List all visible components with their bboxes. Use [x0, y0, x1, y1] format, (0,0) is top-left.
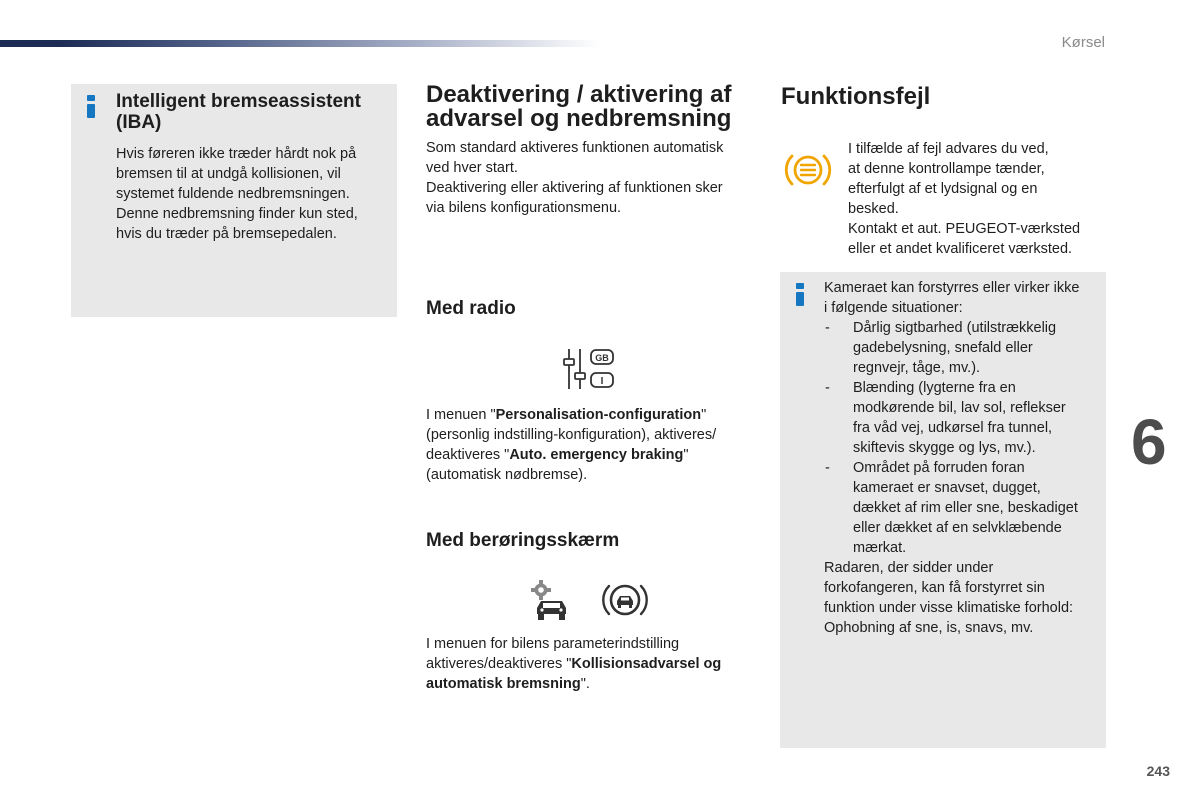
text-line: Deaktivering eller aktivering af funktionen sker: [426, 180, 723, 196]
deactivation-title: Deaktivering / aktivering af advarsel og nedbremsning: [426, 81, 732, 132]
text-line: Kameraet kan forstyrres eller virker ikke: [824, 280, 1080, 296]
text-fragment: deaktiveres ": [426, 447, 510, 463]
menu-name: Kollisionsadvarsel og: [571, 656, 722, 672]
malfunction-title: Funktionsfejl: [781, 83, 931, 110]
camera-text: [824, 278, 1102, 638]
touchscreen-text: [426, 634, 721, 694]
text-line: regnvejr, tåge, mv.).: [853, 360, 981, 376]
text-line: via bilens konfigurationsmenu.: [426, 200, 622, 216]
deactivation-text: [426, 138, 723, 218]
radio-text: [426, 405, 716, 485]
info-icon: [796, 283, 804, 306]
text-line: efterfulgt af et lydsignal og en: [848, 181, 1038, 197]
text-line: systemet fuldende nedbremsningen.: [116, 186, 350, 202]
text-line: Området på forruden foran: [853, 460, 1025, 476]
info-icon: [87, 95, 95, 118]
text-line: dækket af rim eller sne, beskadiget: [853, 500, 1078, 516]
menu-name: automatisk bremsning: [426, 676, 581, 692]
text-line: mærkat.: [853, 540, 907, 556]
text-line: modkørende bil, lav sol, reflekser: [853, 400, 1066, 416]
section-name: Kørsel: [1061, 34, 1105, 51]
malfunction-text: [848, 139, 1080, 259]
text-line: I tilfælde af fejl advares du ved,: [848, 141, 1049, 157]
text-fragment: ".: [580, 676, 590, 692]
text-line: forkofangeren, kan få forstyrret sin: [824, 580, 1045, 596]
touchscreen-heading: Med berøringsskærm: [426, 530, 620, 551]
badge-gb-text: GB: [595, 353, 609, 363]
iba-title: Intelligent bremseassistent (IBA): [116, 91, 361, 133]
text-line: Hvis føreren ikke træder hårdt nok på: [116, 146, 357, 162]
warning-lamp-icon: [784, 148, 832, 197]
text-line: Dårlig sigtbarhed (utilstrækkelig: [853, 320, 1057, 336]
header-gradient-bar: [0, 40, 600, 47]
badge-i-text: I: [600, 376, 604, 387]
text-line: i følgende situationer:: [824, 300, 963, 316]
radio-heading: Med radio: [426, 298, 516, 319]
text-line: funktion under visse klimatiske forhold:: [824, 600, 1074, 616]
text-fragment: aktiveres/deaktiveres ": [426, 656, 572, 672]
text-line: skiftevis skygge og lys, mv.).: [853, 440, 1036, 456]
text-line: bremsen til at undgå kollisionen, vil: [116, 166, 341, 182]
iba-text: [116, 144, 358, 244]
bullet-dash: -: [825, 380, 830, 396]
text-line: eller dækket af en selvklæbende: [853, 520, 1062, 536]
text-line: ved hver start.: [426, 160, 518, 176]
text-line: at denne kontrollampe tænder,: [848, 161, 1045, 177]
text-fragment: ": [683, 447, 689, 463]
text-line: kameraet er snavset, dugget,: [853, 480, 1041, 496]
bullet-dash: -: [825, 460, 830, 476]
list-item: [824, 458, 1102, 558]
text-line: (personlig indstilling-konfiguration), aktiveres/: [426, 427, 717, 443]
text-line: Som standard aktiveres funktionen automatisk: [426, 140, 724, 156]
text-line: Radaren, der sidder under: [824, 560, 994, 576]
text-fragment: I menuen ": [426, 407, 496, 423]
chapter-number: 6: [1131, 406, 1167, 478]
bullet-dash: -: [825, 320, 830, 336]
function-name: Auto. emergency braking: [509, 447, 684, 463]
camera-conditions-list: [824, 318, 1102, 558]
text-line: hvis du træder på bremsepedalen.: [116, 226, 337, 242]
page-number: 243: [1146, 763, 1170, 779]
text-line: I menuen for bilens parameterindstilling: [426, 636, 680, 652]
radio-settings-icon: [563, 347, 615, 396]
text-fragment: ": [701, 407, 707, 423]
list-item: [824, 318, 1102, 378]
text-line: besked.: [848, 201, 899, 217]
text-line: Blænding (lygterne fra en: [853, 380, 1016, 396]
list-item: [824, 378, 1102, 458]
collision-warning-icon: [601, 578, 649, 627]
text-line: (automatisk nødbremse).: [426, 467, 588, 483]
text-line: gadebelysning, snefald eller: [853, 340, 1033, 356]
text-line: Denne nedbremsning finder kun sted,: [116, 206, 358, 222]
text-line: eller et andet kvalificeret værksted.: [848, 241, 1073, 257]
car-settings-icon: [529, 578, 575, 629]
menu-name: Personalisation-configuration: [495, 407, 702, 423]
text-line: fra våd vej, udkørsel fra tunnel,: [853, 420, 1053, 436]
text-line: Ophobning af sne, is, snavs, mv.: [824, 620, 1034, 636]
text-line: Kontakt et aut. PEUGEOT-værksted: [848, 221, 1081, 237]
